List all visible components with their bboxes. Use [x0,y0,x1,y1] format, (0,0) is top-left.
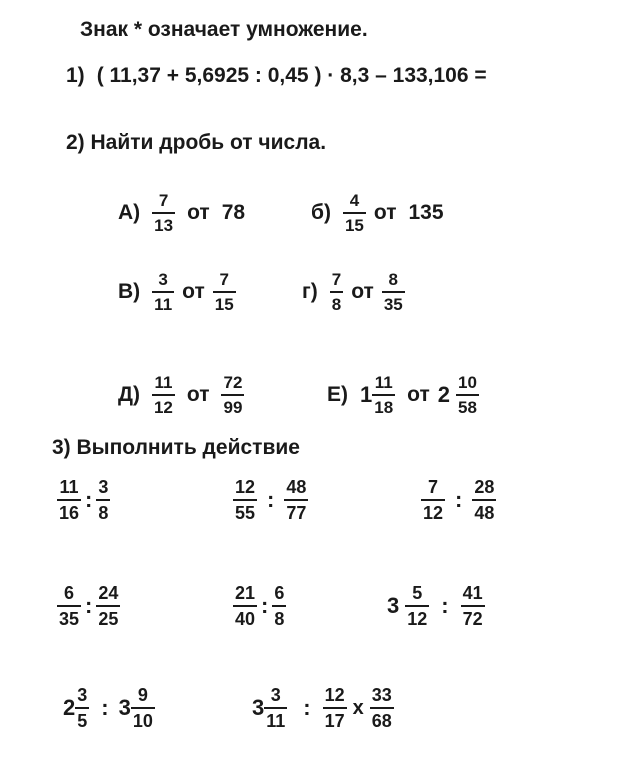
task3-item-4 [57,584,120,628]
fraction: $\frac{3}{5}$ [77,685,88,731]
fraction: $\frac{5}{12}$ [407,583,428,629]
fraction: $\frac{24}{25}$ [98,583,119,629]
task3-item-5 [233,584,286,628]
item-label: г) [302,280,318,303]
fraction: $\frac{12}{17}$ [324,685,345,731]
of-word: от [351,280,374,303]
task2-item-b [311,192,444,234]
task2-title: 2) Найти дробь от числа. [66,131,327,154]
division-sign: : [85,487,93,512]
fraction: $\frac{7}{15}$ [214,270,234,314]
item-label: А) [118,201,141,224]
number: 135 [408,201,444,224]
of-word: от [407,383,430,406]
of-word: от [373,201,397,224]
fraction: $\frac{3}{11}$ [266,685,286,731]
of-word: от [182,280,205,303]
division-sign: : [455,487,463,512]
fraction: $\frac{41}{72}$ [462,583,483,629]
item-label: Е) [327,383,348,406]
fraction: $\frac{11}{18}$ [374,373,394,417]
fraction: $\frac{12}{55}$ [235,477,256,523]
division-sign: : [267,487,275,512]
fraction: $\frac{11}{16}$ [59,477,80,523]
fraction: $\frac{7}{8}$ [331,270,342,314]
fraction: $\frac{33}{68}$ [371,685,392,731]
whole-part: 3 [118,695,131,720]
task2-item-d [118,374,244,416]
fraction: $\frac{21}{40}$ [235,583,256,629]
fraction: $\frac{28}{48}$ [474,477,495,523]
fraction: $\frac{72}{99}$ [223,373,243,417]
whole-part: 3 [252,695,265,720]
task3-item-6 [387,584,485,628]
task2-item-a [118,192,245,234]
fraction: $\frac{3}{11}$ [154,270,173,314]
task3-item-1 [57,478,110,522]
fraction: $\frac{9}{10}$ [132,685,153,731]
fraction: $\frac{4}{15}$ [344,191,364,235]
task2-item-e [327,374,479,416]
task1 [66,64,487,88]
worksheet-header: Знак * означает умножение. [80,18,368,41]
fraction: $\frac{11}{12}$ [153,373,173,417]
task3-item-3 [421,478,496,522]
division-sign: : [101,695,109,720]
fraction: $\frac{3}{8}$ [98,477,109,523]
task3-item-8 [252,686,394,730]
fraction: $\frac{10}{58}$ [458,373,477,417]
fraction: $\frac{8}{35}$ [383,270,403,314]
of-word: от [186,383,210,406]
whole-part: 3 [387,593,400,618]
fraction: $\frac{6}{35}$ [59,583,80,629]
item-label: Д) [118,383,140,406]
of-word: от [187,201,210,224]
fraction: $\frac{6}{8}$ [274,583,285,629]
whole-part: 2 [437,382,451,407]
multiply-sign: x [352,696,364,719]
task2-item-v [118,271,236,313]
item-label: б) [311,201,331,224]
division-sign: : [303,695,311,720]
task1-number: 1) [66,64,85,87]
whole-part: 2 [63,695,76,720]
task3-title: 3) Выполнить действие [52,436,300,459]
division-sign: : [441,593,449,618]
fraction: $\frac{7}{12}$ [423,477,444,523]
task2-item-g [302,271,405,313]
item-label: В) [118,280,141,303]
whole-part: 1 [360,382,373,407]
fraction: $\frac{7}{13}$ [154,191,174,235]
task1-expression: ( 11,37 + 5,6925 : 0,45 ) · 8,3 – 133,106 = [96,64,487,87]
task3-item-2 [233,478,308,522]
division-sign: : [85,593,93,618]
number: 78 [221,201,246,224]
task3-item-7 [63,686,155,730]
division-sign: : [261,593,269,618]
fraction: $\frac{48}{77}$ [286,477,307,523]
